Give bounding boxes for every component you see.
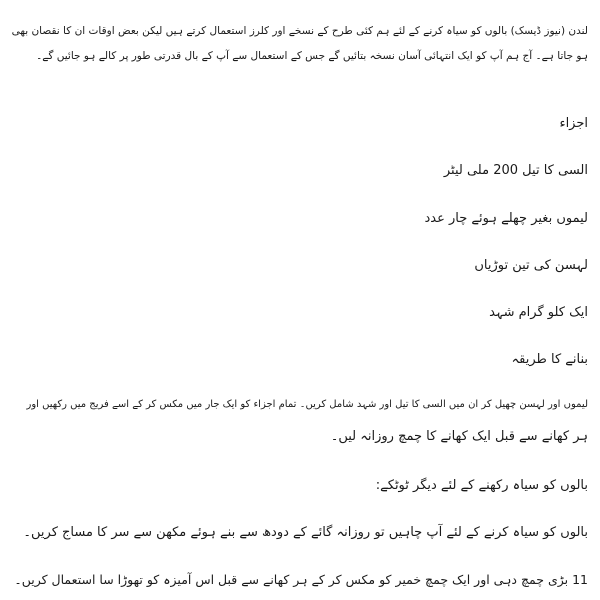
tips-heading: بالوں کو سیاہ رکھنے کے لئے دیگر ٹوٹکے: [375, 478, 588, 493]
ingredient-item: لہسن کی تین توڑیاں [474, 258, 588, 273]
ingredients-heading: اجزاء [559, 116, 588, 131]
ingredient-item: السی کا تیل 200 ملی لیٹر [443, 163, 588, 178]
intro-line-2: ہو جاتا ہے۔ آج ہم آپ کو ایک انتہائی آسان نسخہ بتائیں گے جس کے استعمال سے آپ کے بال قدرتی طور پر کالے ہو جائیں گے۔ [36, 50, 588, 62]
method-line-1: لیموں اور لہسن چھیل کر ان میں السی کا تیل اور شہد شامل کریں۔ تمام اجزاء کو ایک جار میں مکس کر کے اسے فریج میں رکھیں اور [26, 399, 588, 410]
method-heading: بنانے کا طریقہ [511, 352, 588, 367]
ingredient-item: لیموں بغیر چھلے ہوئے چار عدد [424, 211, 588, 226]
method-line-2: ہر کھانے سے قبل ایک کھانے کا چمچ روزانہ لیں۔ [330, 429, 588, 444]
ingredient-item: ایک کلو گرام شہد [489, 305, 588, 320]
intro-line-1: لندن (نیوز ڈیسک) بالوں کو سیاہ کرنے کے لئے ہم کئی طرح کے نسخے اور کلرز استعمال کرتے ہیں لیکن بعض اوقات ان کا نقصان بھی [11, 25, 588, 37]
tip-item: 11 بڑی چمچ دہی اور ایک چمچ خمیر کو مکس کر کے ہر کھانے سے قبل اس آمیزہ کو تھوڑا سا استعمال کریں۔ [14, 572, 588, 587]
tip-item: بالوں کو سیاہ کرنے کے لئے آپ چاہیں تو روزانہ گائے کے دودھ سے بنے ہوئے مکھن سے سر کا مساج کریں۔ [23, 525, 588, 540]
